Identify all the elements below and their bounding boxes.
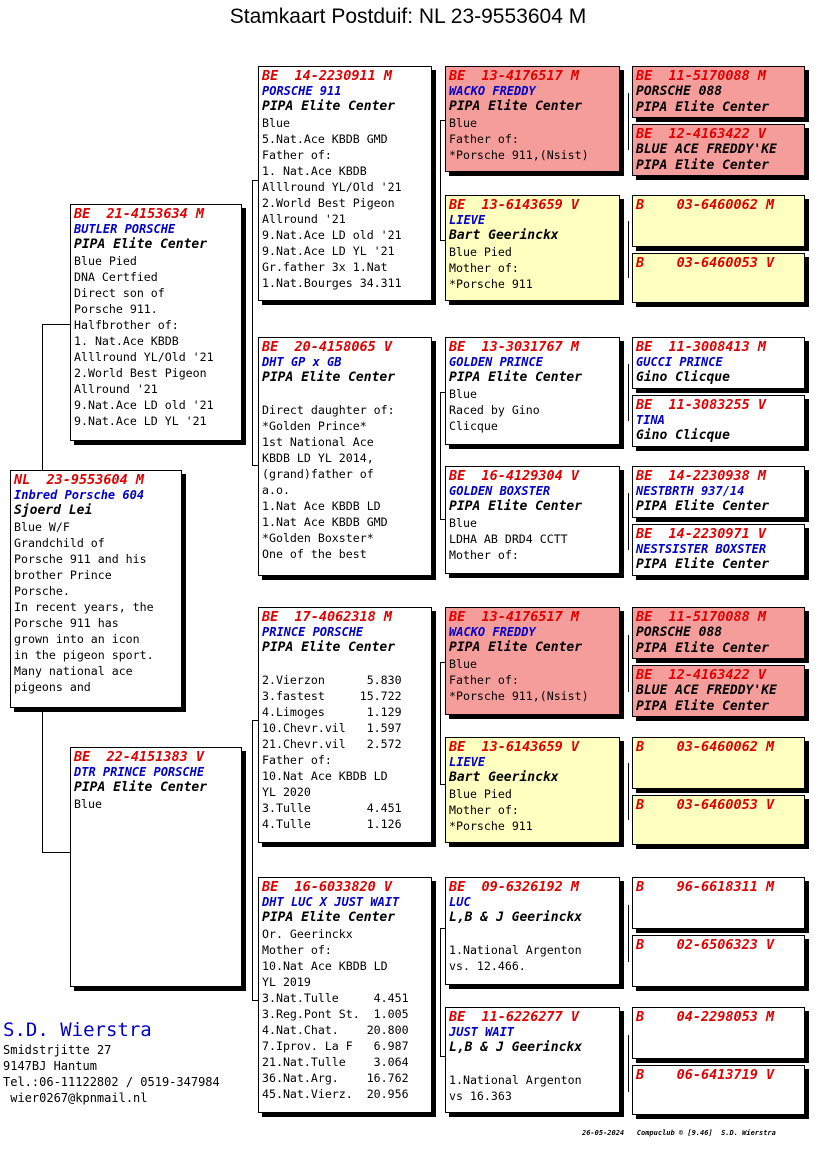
info-line: 3.Tulle 4.451 xyxy=(262,801,402,815)
connector-line xyxy=(42,324,43,471)
pigeon-name: BLUE ACE FREDDY'KE xyxy=(636,683,777,698)
pigeon-name: Inbred Porsche 604 xyxy=(14,488,145,502)
pigeon-card-ggg xyxy=(632,66,805,118)
pigeon-card-mmm xyxy=(445,1007,620,1113)
info-line: a.o. xyxy=(262,483,290,497)
info-line: Blue xyxy=(449,657,477,671)
info-line: 3.Nat.Tulle 4.451 xyxy=(262,991,409,1005)
info-line: 4.Nat.Chat. 20.800 xyxy=(262,1023,409,1037)
ring-number: BE 13-4176517 M xyxy=(449,609,580,625)
info-line: 4.Tulle 1.126 xyxy=(262,817,402,831)
info-line: *Porsche 911 xyxy=(449,277,533,291)
pigeon-owner: PIPA Elite Center xyxy=(636,100,770,115)
info-line: 5.Nat.Ace KBDB GMD xyxy=(262,132,388,146)
info-line: brother Prince xyxy=(14,568,112,582)
connector-line xyxy=(42,852,70,853)
info-line: YL 2019 xyxy=(262,975,311,989)
pigeon-info xyxy=(262,656,428,832)
info-line: 3.Reg.Pont St. 1.005 xyxy=(262,1007,409,1021)
pigeon-name: NESTBRTH 937/14 xyxy=(636,484,745,498)
pigeon-card-ff xyxy=(258,66,432,301)
ring-number: B 96-6618311 M xyxy=(636,879,775,895)
pigeon-owner: PIPA Elite Center xyxy=(636,699,770,714)
pigeon-name: GOLDEN PRINCE xyxy=(449,355,543,369)
pigeon-card-ggg xyxy=(632,395,805,447)
pigeon-card-ggg xyxy=(632,124,805,176)
info-line: Alllround YL/Old '21 xyxy=(74,350,214,364)
pigeon-owner: PIPA Elite Center xyxy=(262,640,396,655)
ring-number: B 06-6413719 V xyxy=(636,1067,775,1083)
info-line: in the pigeon sport. xyxy=(14,648,154,662)
pigeon-owner: Gino Clicque xyxy=(636,428,730,443)
info-line: 45.Nat.Vierz. 20.956 xyxy=(262,1087,409,1101)
info-line: 4.Limoges 1.129 xyxy=(262,705,402,719)
ring-number: BE 21-4153634 M xyxy=(74,206,205,222)
ring-number: BE 16-6033820 V xyxy=(262,879,393,895)
pigeon-card-fmm xyxy=(445,466,620,574)
pigeon-name: DHT GP x GB xyxy=(262,355,342,369)
info-line: 1. Nat.Ace KBDB xyxy=(74,334,179,348)
pigeon-owner: L,B & J Geerinckx xyxy=(449,910,583,925)
pigeon-card-ggg xyxy=(632,665,805,717)
info-line: *Porsche 911 xyxy=(449,819,533,833)
pigeon-name: NESTSISTER BOXSTER xyxy=(636,542,767,556)
info-line: Father of: xyxy=(262,148,332,162)
pigeon-card-mfm xyxy=(445,737,620,843)
connector-line xyxy=(440,662,441,784)
breeder-name: S.D. Wierstra xyxy=(3,1019,152,1041)
info-line: Blue xyxy=(449,387,477,401)
info-line: Grandchild of xyxy=(14,536,105,550)
footer-credit: 26-05-2024 Compuclub © [9.46] S.D. Wierstra xyxy=(582,1129,776,1137)
ring-number: BE 20-4158065 V xyxy=(262,339,393,355)
pigeon-card-fm xyxy=(258,337,432,576)
connector-line xyxy=(628,493,629,550)
info-line: 2.Vierzon 5.830 xyxy=(262,673,402,687)
ring-number: BE 11-5170088 M xyxy=(636,68,767,84)
pigeon-info xyxy=(449,1056,616,1104)
info-line: 1.Nat Ace KBDB LD xyxy=(262,499,381,513)
info-line xyxy=(262,656,428,672)
info-line: Alllround YL/Old '21 xyxy=(262,180,402,194)
info-line: Direct daughter of: xyxy=(262,403,395,417)
info-line: 1.National Argenton xyxy=(449,943,582,957)
ring-number: BE 13-6143659 V xyxy=(449,739,580,755)
pigeon-card-father xyxy=(70,204,242,441)
info-line: Allround '21 xyxy=(74,382,158,396)
ring-number: B 03-6460062 M xyxy=(636,197,775,213)
ring-number: BE 11-3008413 M xyxy=(636,339,767,355)
pigeon-name: LIEVE xyxy=(449,755,486,769)
info-line: *Golden Boxster* xyxy=(262,531,374,545)
pigeon-owner: PIPA Elite Center xyxy=(449,370,583,385)
ring-number: BE 12-4163422 V xyxy=(636,126,767,142)
pigeon-info xyxy=(449,386,616,434)
info-line: Clicque xyxy=(449,419,498,433)
breeder-street: Smidstrjitte 27 xyxy=(3,1043,112,1057)
ring-number: BE 12-4163422 V xyxy=(636,667,767,683)
info-line: grown into an icon xyxy=(14,632,140,646)
pigeon-name: LIEVE xyxy=(449,213,486,227)
info-line: *Golden Prince* xyxy=(262,419,367,433)
pigeon-owner: PIPA Elite Center xyxy=(74,237,208,252)
info-line: Porsche. xyxy=(14,584,70,598)
pigeon-name: JUST WAIT xyxy=(449,1025,515,1039)
pigeon-info xyxy=(449,515,616,563)
info-line: 10.Chevr.vil 1.597 xyxy=(262,721,402,735)
pigeon-card-fmf xyxy=(445,337,620,445)
ring-number: B 03-6460062 M xyxy=(636,739,775,755)
pigeon-info xyxy=(449,656,616,704)
info-line: Blue xyxy=(449,516,477,530)
info-line: Mother of: xyxy=(449,261,519,275)
info-line: vs. 12.466. xyxy=(449,959,526,973)
breeder-email: wier0267@kpnmail.nl xyxy=(3,1091,148,1105)
ring-number: BE 09-6326192 M xyxy=(449,879,580,895)
info-line: Father of: xyxy=(449,673,519,687)
connector-line xyxy=(628,221,629,278)
pigeon-name: TINA xyxy=(636,413,665,427)
pigeon-card-ggg xyxy=(632,1007,805,1059)
pigeon-owner: PIPA Elite Center xyxy=(636,158,770,173)
info-line: DNA Certfied xyxy=(74,270,158,284)
info-line: 3.fastest 15.722 xyxy=(262,689,402,703)
connector-line xyxy=(628,635,629,692)
ring-number: BE 11-6226277 V xyxy=(449,1009,580,1025)
info-line: One of the best xyxy=(262,547,367,561)
pigeon-owner: PIPA Elite Center xyxy=(262,910,396,925)
info-line: Many national ace xyxy=(14,664,133,678)
info-line: LDHA AB DRD4 CCTT xyxy=(449,532,568,546)
ring-number: BE 13-6143659 V xyxy=(449,197,580,213)
info-line: Allround '21 xyxy=(262,212,346,226)
connector-line xyxy=(628,1035,629,1092)
info-line: Father of: xyxy=(449,132,519,146)
connector-line xyxy=(440,392,441,519)
info-line: Blue W/F xyxy=(14,520,70,534)
ring-number: BE 13-4176517 M xyxy=(449,68,580,84)
info-line: Gr.father 3x 1.Nat xyxy=(262,260,388,274)
pigeon-name: PRINCE PORSCHE xyxy=(262,625,364,639)
info-line xyxy=(449,1056,616,1072)
pigeon-owner: PIPA Elite Center xyxy=(449,99,583,114)
info-line: 10.Nat Ace KBDB LD xyxy=(262,959,388,973)
pigeon-name: PORSCHE 088 xyxy=(636,625,723,640)
info-line: Raced by Gino xyxy=(449,403,540,417)
ring-number: NL 23-9553604 M xyxy=(14,472,145,488)
pigeon-info xyxy=(74,253,238,429)
ring-number: BE 16-4129304 V xyxy=(449,468,580,484)
page-title: Stamkaart Postduif: NL 23-9553604 M xyxy=(229,5,587,28)
pigeon-card-mmf xyxy=(445,877,620,985)
pigeon-card-ggg xyxy=(632,466,805,518)
info-line: Or. Geerinckx xyxy=(262,927,353,941)
connector-line xyxy=(628,905,629,962)
pigeon-card-ggg xyxy=(632,337,805,389)
pigeon-card-ffm xyxy=(445,195,620,301)
info-line: 9.Nat.Ace LD YL '21 xyxy=(262,244,395,258)
ring-number: BE 14-2230938 M xyxy=(636,468,767,484)
pigeon-card-ggg xyxy=(632,524,805,576)
info-line: 1.Nat.Bourges 34.311 xyxy=(262,276,402,290)
pigeon-owner: PIPA Elite Center xyxy=(636,557,770,572)
pigeon-name: GOLDEN BOXSTER xyxy=(449,484,551,498)
connector-line xyxy=(628,364,629,421)
ring-number: BE 14-2230911 M xyxy=(262,68,393,84)
info-line: 2.World Best Pigeon xyxy=(262,196,395,210)
ring-number: BE 11-5170088 M xyxy=(636,609,767,625)
connector-line xyxy=(252,720,253,1000)
info-line: 1.National Argenton xyxy=(449,1073,582,1087)
info-line: 9.Nat.Ace LD old '21 xyxy=(74,398,214,412)
info-line: Father of: xyxy=(262,753,332,767)
pigeon-info xyxy=(262,926,428,1102)
pigeon-card-mother xyxy=(70,747,242,987)
pigeon-info xyxy=(449,244,616,292)
connector-line xyxy=(628,763,629,820)
pigeon-card-ggg xyxy=(632,795,805,845)
ring-number: BE 11-3083255 V xyxy=(636,397,767,413)
info-line: vs 16.363 xyxy=(449,1089,512,1103)
info-line: 36.Nat.Arg. 16.762 xyxy=(262,1071,409,1085)
pigeon-name: PORSCHE 911 xyxy=(262,84,342,98)
info-line: Blue xyxy=(262,116,290,130)
pigeon-card-ggg xyxy=(632,877,805,929)
connector-line xyxy=(42,711,43,852)
pigeon-owner: Bart Geerinckx xyxy=(449,770,559,785)
pigeon-card-ggg xyxy=(632,253,805,303)
pigeon-card-fff xyxy=(445,66,620,172)
pigeon-card-ggg xyxy=(632,737,805,789)
ring-number: B 03-6460053 V xyxy=(636,797,775,813)
info-line: (grand)father of xyxy=(262,467,374,481)
info-line: 1st National Ace xyxy=(262,435,374,449)
connector-line xyxy=(440,120,441,240)
pigeon-info xyxy=(449,115,616,163)
info-line: Mother of: xyxy=(262,943,332,957)
breeder-city: 9147BJ Hantum xyxy=(3,1059,97,1073)
info-line: Blue xyxy=(449,116,477,130)
info-line: Halfbrother of: xyxy=(74,318,179,332)
info-line: Blue Pied xyxy=(449,245,512,259)
pigeon-owner: Gino Clicque xyxy=(636,370,730,385)
ring-number: B 03-6460053 V xyxy=(636,255,775,271)
info-line: 1.Nat Ace KBDB GMD xyxy=(262,515,388,529)
ring-number: BE 22-4151383 V xyxy=(74,749,205,765)
pigeon-name: BLUE ACE FREDDY'KE xyxy=(636,142,777,157)
connector-line xyxy=(628,93,629,150)
pigeon-name: PORSCHE 088 xyxy=(636,84,723,99)
pigeon-card-ggg xyxy=(632,607,805,659)
info-line: Blue Pied xyxy=(74,254,137,268)
pigeon-name: BUTLER PORSCHE xyxy=(74,222,176,236)
pigeon-card-mm xyxy=(258,877,432,1113)
info-line: 9.Nat.Ace LD YL '21 xyxy=(74,414,207,428)
ring-number: BE 14-2230971 V xyxy=(636,526,767,542)
info-line xyxy=(449,926,616,942)
connector-line xyxy=(440,928,441,1056)
pigeon-card-mff xyxy=(445,607,620,715)
info-line: YL 2020 xyxy=(262,785,311,799)
pigeon-owner: PIPA Elite Center xyxy=(262,370,396,385)
info-line: In recent years, the xyxy=(14,600,154,614)
info-line: KBDB LD YL 2014, xyxy=(262,451,374,465)
info-line: Blue Pied xyxy=(449,787,512,801)
info-line: 21.Nat.Tulle 3.064 xyxy=(262,1055,409,1069)
pigeon-card-ggg xyxy=(632,1065,805,1115)
connector-line xyxy=(42,324,70,325)
pigeon-owner: Sjoerd Lei xyxy=(14,503,93,518)
ring-number: BE 17-4062318 M xyxy=(262,609,393,625)
info-line: 10.Nat Ace KBDB LD xyxy=(262,769,388,783)
pigeon-info xyxy=(14,519,178,695)
info-line: *Porsche 911,(Nsist) xyxy=(449,148,589,162)
breeder-phone: Tel.:06-11122802 / 0519-347984 xyxy=(3,1075,220,1089)
info-line xyxy=(262,386,428,402)
info-line: Porsche 911 and his xyxy=(14,552,147,566)
pigeon-name: WACKO FREDDY xyxy=(449,625,536,639)
info-line: *Porsche 911,(Nsist) xyxy=(449,689,589,703)
info-line: Blue xyxy=(74,797,102,811)
pigeon-owner: PIPA Elite Center xyxy=(74,780,208,795)
pigeon-owner: PIPA Elite Center xyxy=(636,499,770,514)
ring-number: B 02-6506323 V xyxy=(636,937,775,953)
pigeon-card-mf xyxy=(258,607,432,843)
breeder-info xyxy=(3,1018,220,1106)
pigeon-card-ggg xyxy=(632,195,805,247)
pigeon-info xyxy=(262,115,428,291)
info-line: Porsche 911. xyxy=(74,302,158,316)
pigeon-name: LUC xyxy=(449,895,471,909)
info-line: Mother of: xyxy=(449,548,519,562)
connector-line xyxy=(252,180,253,465)
pigeon-owner: PIPA Elite Center xyxy=(262,99,396,114)
ring-number: B 04-2298053 M xyxy=(636,1009,775,1025)
info-line: 21.Chevr.vil 2.572 xyxy=(262,737,402,751)
pigeon-card-subject xyxy=(10,470,182,708)
pigeon-owner: Bart Geerinckx xyxy=(449,228,559,243)
pigeon-card-ggg xyxy=(632,935,805,987)
pigeon-owner: PIPA Elite Center xyxy=(449,640,583,655)
ring-number: BE 13-3031767 M xyxy=(449,339,580,355)
pigeon-owner: PIPA Elite Center xyxy=(636,641,770,656)
pigeon-owner: PIPA Elite Center xyxy=(449,499,583,514)
pigeon-name: WACKO FREDDY xyxy=(449,84,536,98)
info-line: 2.World Best Pigeon xyxy=(74,366,207,380)
pigeon-info xyxy=(262,386,428,562)
info-line: 7.Iprov. La F 6.987 xyxy=(262,1039,409,1053)
info-line: Direct son of xyxy=(74,286,165,300)
info-line: Porsche 911 has xyxy=(14,616,119,630)
pigeon-name: DHT LUC X JUST WAIT xyxy=(262,895,400,909)
pigeon-owner: L,B & J Geerinckx xyxy=(449,1040,583,1055)
info-line: Mother of: xyxy=(449,803,519,817)
pigeon-info xyxy=(74,796,238,812)
info-line: pigeons and xyxy=(14,680,91,694)
pigeon-name: DTR PRINCE PORSCHE xyxy=(74,765,205,779)
info-line: 1. Nat.Ace KBDB xyxy=(262,164,367,178)
pigeon-info xyxy=(449,926,616,974)
info-line: 9.Nat.Ace LD old '21 xyxy=(262,228,402,242)
pigeon-name: GUCCI PRINCE xyxy=(636,355,723,369)
pigeon-info xyxy=(449,786,616,834)
